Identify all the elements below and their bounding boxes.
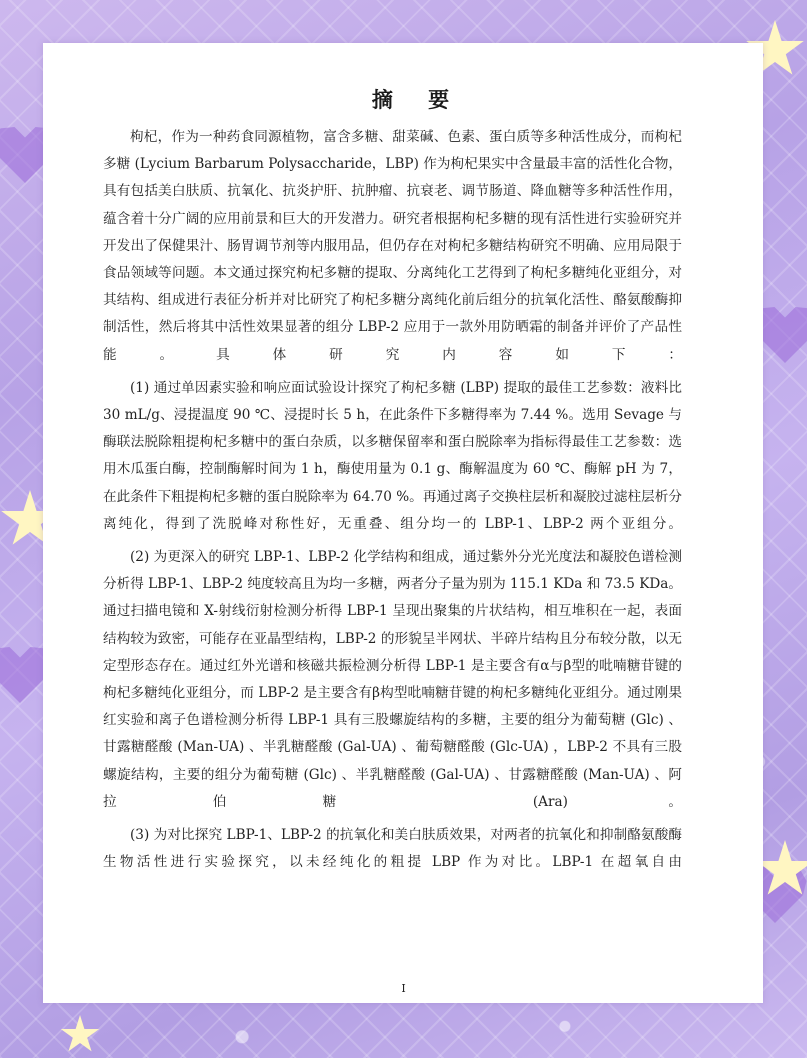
paragraph-1: (1) 通过单因素实验和响应面试验设计探究了枸杞多糖 (LBP) 提取的最佳工艺参数：液料比 30 mL/g、浸提温度 90 ℃、浸提时长 5 h，在此条件下多糖得率为 7.44 %。选用 Sevage 与酶联法脱除粗提枸杞多糖中的蛋白杂质，以多糖保留率和蛋白脱除率为指标得最佳工艺参数：选用木瓜蛋白酶，控制酶解时间为 1 h，酶使用量为 0.1 g、酶解温度为 60 ℃、酶解 pH 为 7，在此条件下粗提枸杞多糖的蛋白脱除率为 64.70 %。再通过离子交换柱层析和凝胶过滤柱层析分离纯化，得到了洗脱峰对称性好，无重叠、组分均一的 LBP-1、LBP-2 两个亚组分。	[103, 379, 682, 532]
page-title: 摘 要	[371, 87, 464, 112]
star-decoration-bottom	[60, 1015, 100, 1055]
paragraph-2: (2) 为更深入的研究 LBP-1、LBP-2 化学结构和组成，通过紫外分光光度法和凝胶色谱检测分析得 LBP-1、LBP-2 纯度较高且为均一多糖，两者分子量为别为 115.1 KDa 和 73.5 KDa。通过扫描电镜和 X-射线衍射检测分析得 LBP-1 呈现出聚集的片状结构，相互堆积在一起，表面结构较为致密，可能存在亚晶型结构，LBP-2 的形貌呈半网状、半碎片结构且分布较分散，以无定型形态存在。通过红外光谱和核磁共振检测分析得 LBP-1 是主要含有α与β型的吡喃糖苷键的枸杞多糖纯化亚组分，而 LBP-2 是主要含有β构型吡喃糖苷键的枸杞多糖纯化亚组分。通过刚果红实验和离子色谱检测分析得 LBP-1 具有三股螺旋结构的多糖，主要的组分为葡萄糖 (Glc) 、甘露糖醛酸 (Man-UA) 、半乳糖醛酸 (Gal-UA) 、葡萄糖醛酸 (Glc-UA) ，LBP-2 不具有三股螺旋结构，主要的组分为葡萄糖 (Glc) 、半乳糖醛酸 (Gal-UA) 、甘露糖醛酸 (Man-UA) 、阿拉伯糖 (Ara) 。	[103, 549, 682, 810]
abstract-body	[103, 124, 682, 876]
paragraph-3: (3) 为对比探究 LBP-1、LBP-2 的抗氧化和美白肤质效果，对两者的抗氧化和抑制酪氨酸酶生物活性进行实验探究，以未经纯化的粗提 LBP 作为对比。LBP-1 在超氧自由	[103, 827, 682, 871]
paragraph-intro: 枸杞，作为一种药食同源植物，富含多糖、甜菜碱、色素、蛋白质等多种活性成分，而枸杞多糖 (Lycium Barbarum Polysaccharide，LBP) 作为枸杞果实中含量最丰富的活性化合物，具有包括美白肤质、抗氧化、抗炎护肝、抗肿瘤、抗衰老、调节肠道、降血糖等多种活性作用，蕴含着十分广阔的应用前景和巨大的开发潜力。研究者根据枸杞多糖的现有活性进行实验研究并开发出了保健果汁、肠胃调节剂等内服用品，但仍存在对枸杞多糖结构研究不明确、应用局限于食品领域等问题。本文通过探究枸杞多糖的提取、分离纯化工艺得到了枸杞多糖纯化亚组分，对其结构、组成进行表征分析并对比研究了枸杞多糖分离纯化前后组分的抗氧化活性、酪氨酸酶抑制活性，然后将其中活性效果显著的组分 LBP-2 应用于一款外用防晒霜的制备并评价了产品性能。具体研究内容如下：	[103, 129, 682, 363]
page-number: I	[401, 982, 406, 995]
